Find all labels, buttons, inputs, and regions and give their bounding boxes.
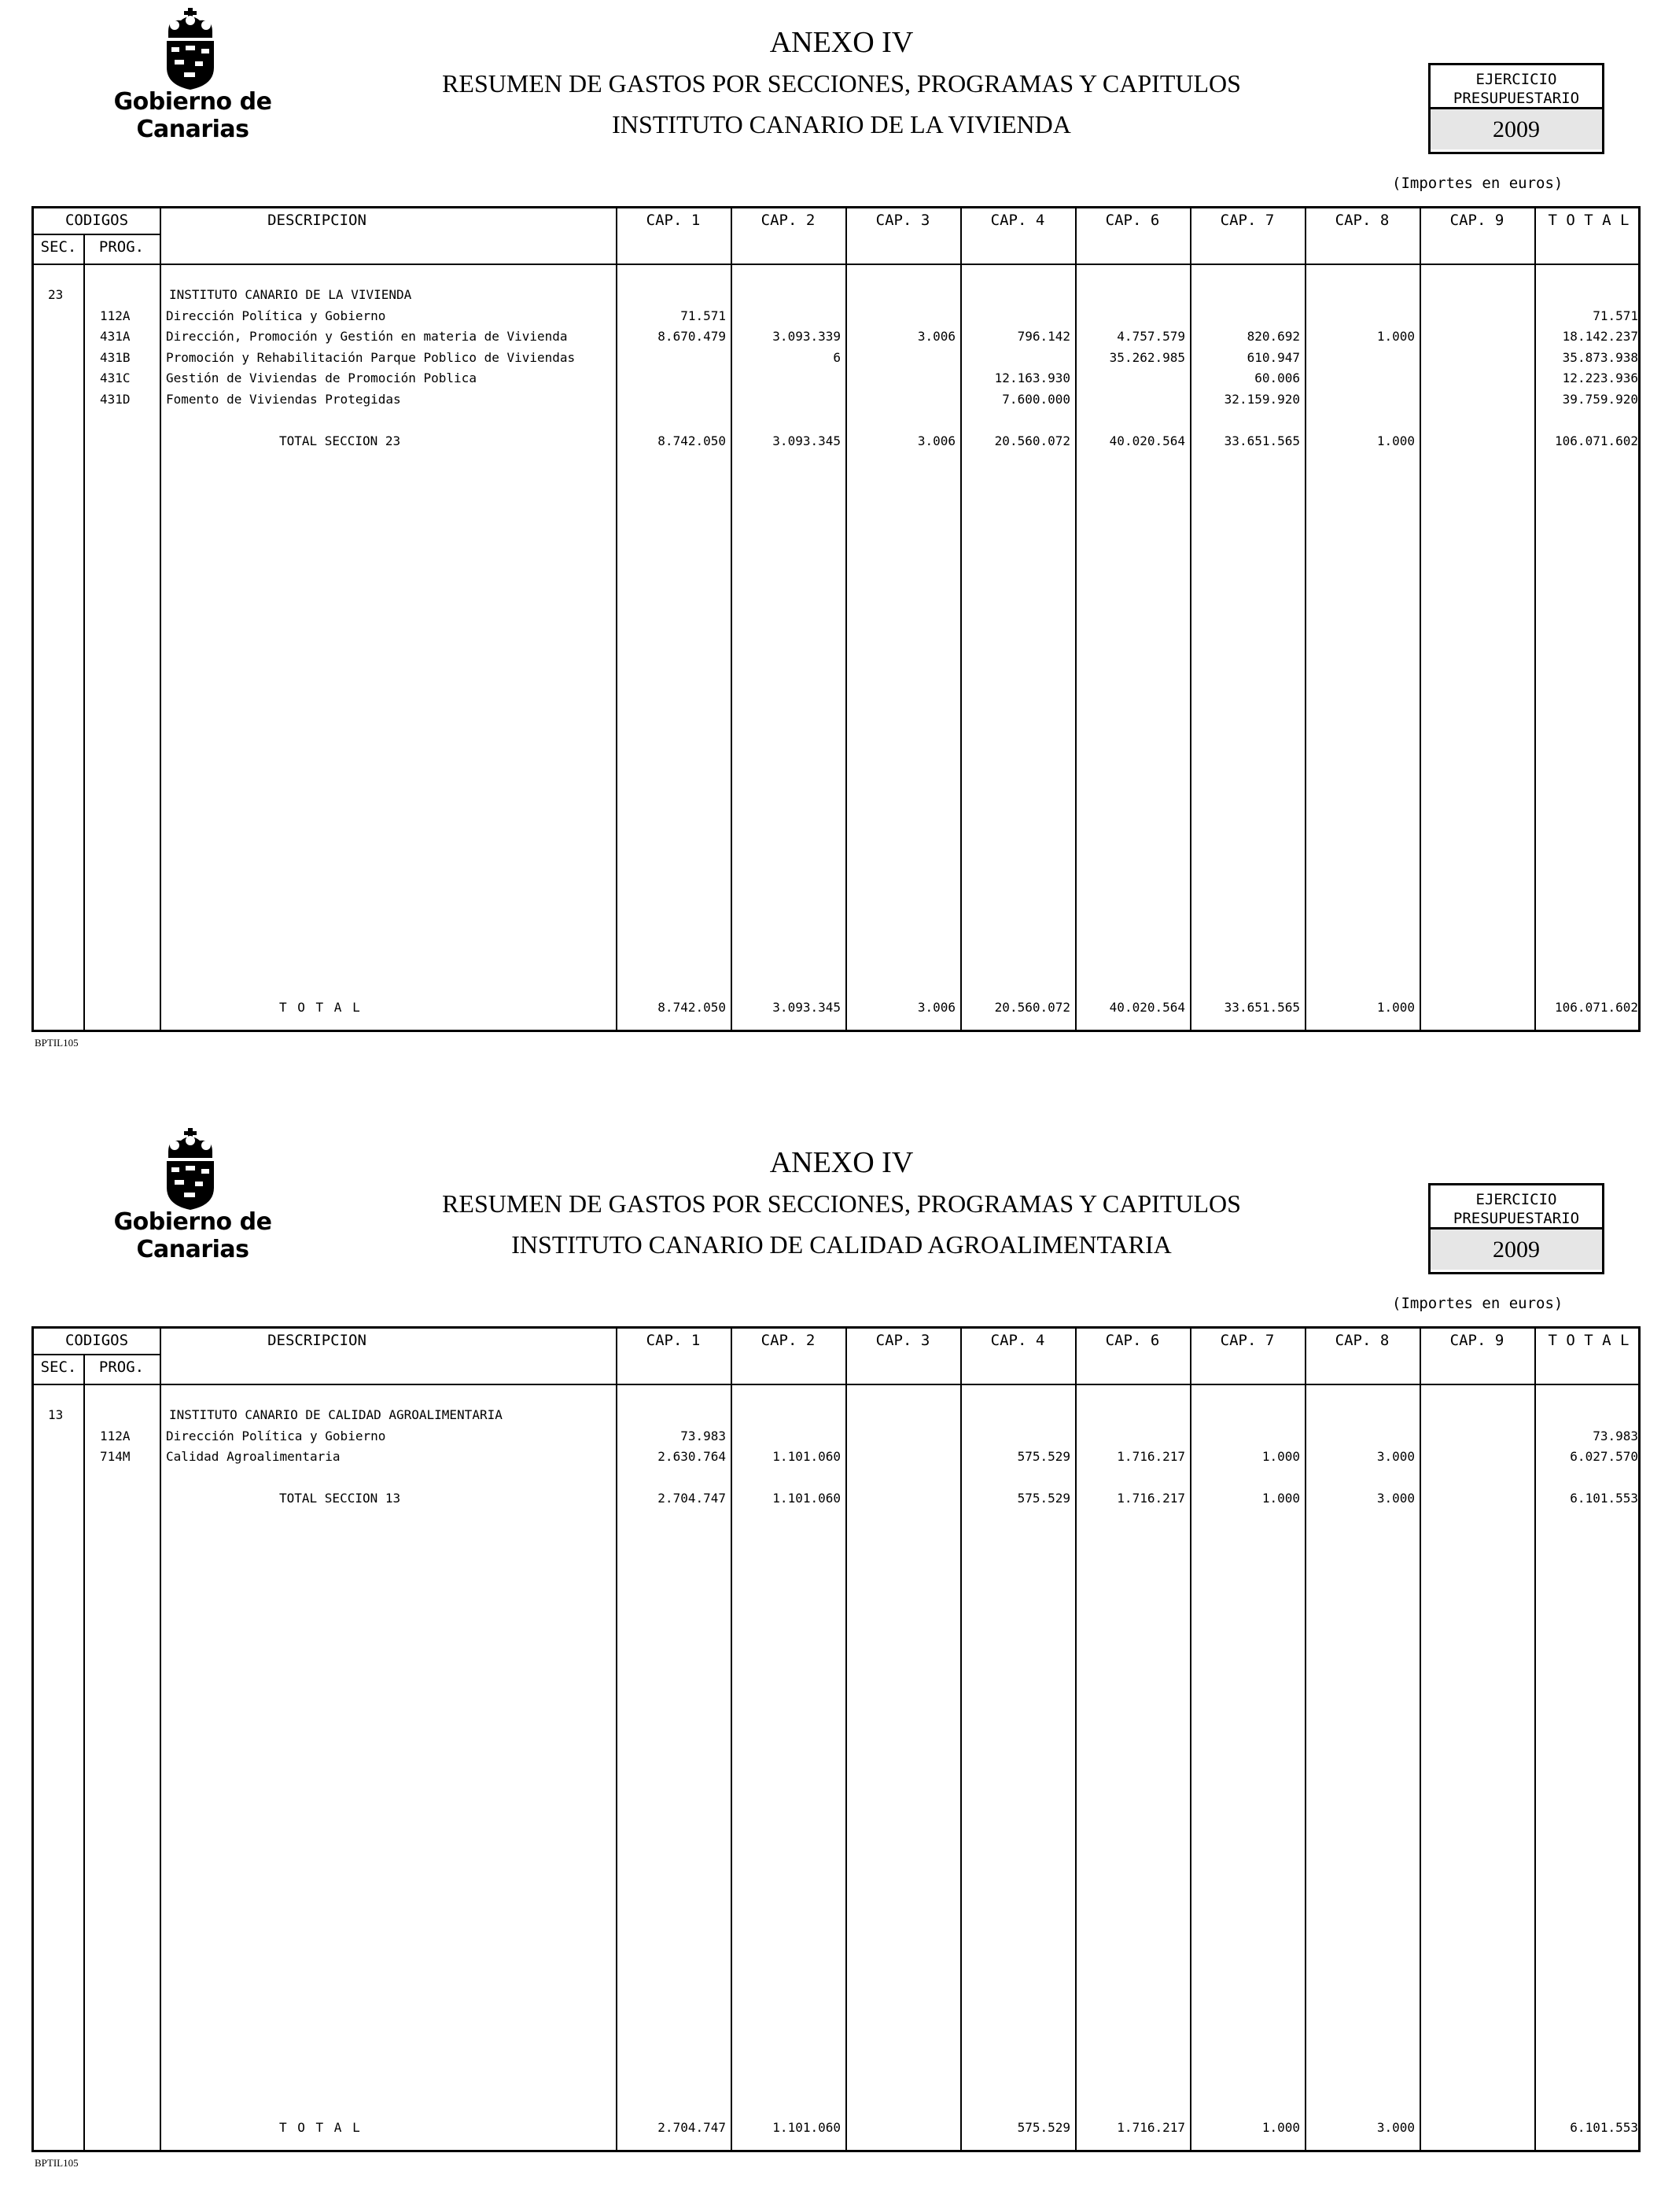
- section-total-cap-1: 8.742.050: [657, 433, 726, 448]
- logo-text: Gobierno de Canarias: [113, 88, 272, 143]
- header-cap-6: CAP. 7: [1220, 1332, 1275, 1349]
- report-titles: [370, 1142, 1313, 1265]
- header-cap-8: CAP. 9: [1449, 1332, 1504, 1349]
- annex-title: ANEXO IV: [769, 26, 914, 59]
- header-cap-8: CAP. 9: [1449, 212, 1504, 229]
- row-714M-cap-6: 1.000: [1261, 1449, 1300, 1464]
- row-431A-cap-1: 8.670.479: [657, 329, 726, 344]
- section-total-cap-6: 1.000: [1261, 1491, 1300, 1506]
- column-divider: [160, 208, 161, 1030]
- coat-of-arms-icon: [157, 8, 223, 90]
- header-prog: PROG.: [98, 1359, 145, 1376]
- program-description: Calidad Agroalimentaria: [166, 1449, 341, 1464]
- entity-name: INSTITUTO CANARIO DE LA VIVIENDA: [612, 110, 1071, 138]
- grand-total-cap-6: 1.000: [1261, 2120, 1300, 2135]
- grand-total-cap-4: 575.529: [1017, 2120, 1070, 2135]
- program-description: Fomento de Viviendas Protegidas: [166, 391, 401, 407]
- report-page: [0, 1120, 1672, 2212]
- grand-total-cap-4: 20.560.072: [994, 1000, 1070, 1015]
- program-description: Dirección Política y Gobierno: [166, 308, 386, 323]
- report-subtitle: RESUMEN DE GASTOS POR SECCIONES, PROGRAMAS Y CAPITULOS: [442, 1189, 1241, 1218]
- header-cap-6: CAP. 7: [1220, 212, 1275, 229]
- header-codigos: CODIGOS: [64, 1332, 129, 1349]
- section-code: 13: [48, 1407, 64, 1422]
- annex-title: ANEXO IV: [769, 1146, 914, 1179]
- section-total-cap-4: 20.560.072: [994, 433, 1070, 448]
- program-code: 112A: [100, 308, 131, 323]
- header-descripcion: DESCRIPCION: [267, 212, 366, 229]
- grand-total-cap-2: 1.101.060: [772, 2120, 841, 2135]
- report-titles: [370, 22, 1313, 145]
- section-total-label: TOTAL SECCION 13: [279, 1491, 401, 1506]
- row-431A-cap-3: 3.006: [917, 329, 956, 344]
- row-431A-cap-2: 3.093.339: [772, 329, 841, 344]
- fiscal-year-value: 2009: [1431, 109, 1602, 149]
- row-112A-cap-1: 73.983: [680, 1428, 726, 1443]
- section-total-cap-7: 3.000: [1376, 1491, 1415, 1506]
- coat-of-arms-icon: [157, 1128, 223, 1210]
- program-description: Dirección, Promoción y Gestión en materia de Vivienda: [166, 329, 568, 344]
- program-description: Gestión de Viviendas de Promoción Poblica: [166, 371, 477, 385]
- header-cap-9: T O T A L: [1548, 1332, 1630, 1349]
- section-total-cap-5: 1.716.217: [1117, 1491, 1185, 1506]
- row-714M-cap-5: 1.716.217: [1117, 1449, 1185, 1464]
- fiscal-year-value: 2009: [1431, 1230, 1602, 1270]
- row-431A-cap-7: 1.000: [1376, 329, 1415, 344]
- program-description: Dirección Política y Gobierno: [166, 1428, 386, 1443]
- section-name: INSTITUTO CANARIO DE LA VIVIENDA: [169, 287, 412, 302]
- grand-total-cap-9: 6.101.553: [1570, 2120, 1638, 2135]
- program-code: 431A: [100, 329, 131, 344]
- header-bottom-divider: [34, 264, 1638, 265]
- row-714M-cap-4: 575.529: [1017, 1449, 1070, 1464]
- row-112A-cap-9: 73.983: [1593, 1428, 1638, 1443]
- section-name: INSTITUTO CANARIO DE CALIDAD AGROALIMENTARIA: [169, 1407, 503, 1422]
- grand-total-cap-7: 3.000: [1376, 2120, 1415, 2135]
- section-total-cap-5: 40.020.564: [1109, 433, 1185, 448]
- fiscal-year-box: [1428, 63, 1604, 154]
- row-431C-cap-6: 60.006: [1254, 371, 1300, 385]
- row-431C-cap-4: 12.163.930: [994, 371, 1070, 385]
- section-total-cap-9: 106.071.602: [1555, 433, 1638, 448]
- grand-total-cap-1: 8.742.050: [657, 1000, 726, 1015]
- row-431C-cap-9: 12.223.936: [1562, 371, 1638, 385]
- entity-name: INSTITUTO CANARIO DE CALIDAD AGROALIMENTARIA: [511, 1230, 1172, 1259]
- header-cap-3: CAP. 3: [875, 212, 930, 229]
- grand-total-cap-6: 33.651.565: [1224, 1000, 1300, 1015]
- header-sec: SEC.: [40, 1359, 77, 1376]
- header-codigos: CODIGOS: [64, 212, 129, 229]
- row-431B-cap-5: 35.262.985: [1109, 349, 1185, 365]
- fiscal-year-box: [1428, 1183, 1604, 1274]
- header-bottom-divider: [34, 1384, 1638, 1385]
- program-description: Promoción y Rehabilitación Parque Poblico de Viviendas: [166, 349, 576, 365]
- header-cap-2: CAP. 2: [761, 212, 816, 229]
- row-431A-cap-4: 796.142: [1017, 329, 1070, 344]
- header-cap-2: CAP. 2: [761, 1332, 816, 1349]
- row-431B-cap-6: 610.947: [1247, 349, 1300, 365]
- fiscal-year-label-line1: EJERCICIO: [1475, 71, 1557, 88]
- expense-table: [31, 206, 1641, 1032]
- row-112A-cap-1: 71.571: [680, 308, 726, 323]
- row-431B-cap-2: 6: [833, 349, 841, 365]
- header-cap-7: CAP. 8: [1335, 1332, 1390, 1349]
- grand-total-label: T O T A L: [279, 2120, 362, 2135]
- grand-total-cap-5: 1.716.217: [1117, 2120, 1185, 2135]
- header-cap-3: CAP. 3: [875, 1332, 930, 1349]
- section-total-cap-2: 3.093.345: [772, 433, 841, 448]
- fiscal-year-label-line1: EJERCICIO: [1475, 1191, 1557, 1208]
- report-code: BPTIL105: [35, 1037, 79, 1049]
- fiscal-year-label: [1431, 65, 1602, 109]
- header-cap-1: CAP. 1: [646, 1332, 701, 1349]
- report-page: [0, 0, 1672, 1092]
- header-divider: [34, 234, 160, 235]
- fiscal-year-label-line2: PRESUPUESTARIO: [1453, 90, 1580, 107]
- section-total-cap-4: 575.529: [1017, 1491, 1070, 1506]
- grand-total-cap-2: 3.093.345: [772, 1000, 841, 1015]
- row-431A-cap-9: 18.142.237: [1562, 329, 1638, 344]
- program-code: 431B: [100, 349, 131, 365]
- grand-total-cap-5: 40.020.564: [1109, 1000, 1185, 1015]
- fiscal-year-label-line2: PRESUPUESTARIO: [1453, 1210, 1580, 1227]
- logo-text: Gobierno de Canarias: [113, 1208, 272, 1263]
- expense-table: [31, 1326, 1641, 2152]
- grand-total-label: T O T A L: [279, 1000, 362, 1015]
- grand-total-cap-9: 106.071.602: [1555, 1000, 1638, 1015]
- header-cap-4: CAP. 4: [990, 1332, 1045, 1349]
- section-total-label: TOTAL SECCION 23: [279, 433, 401, 448]
- row-431D-cap-9: 39.759.920: [1562, 391, 1638, 407]
- program-code: 714M: [100, 1449, 131, 1464]
- column-divider: [160, 1329, 161, 2150]
- program-code: 112A: [100, 1428, 131, 1443]
- row-714M-cap-1: 2.630.764: [657, 1449, 726, 1464]
- program-code: 431D: [100, 391, 131, 407]
- section-code: 23: [48, 287, 64, 302]
- section-total-cap-2: 1.101.060: [772, 1491, 841, 1506]
- column-divider: [1420, 208, 1421, 1030]
- row-431D-cap-4: 7.600.000: [1002, 391, 1070, 407]
- currency-note: (Importes en euros): [1392, 175, 1563, 192]
- header-cap-1: CAP. 1: [646, 212, 701, 229]
- grand-total-cap-3: 3.006: [917, 1000, 956, 1015]
- grand-total-cap-7: 1.000: [1376, 1000, 1415, 1015]
- grand-total-cap-1: 2.704.747: [657, 2120, 726, 2135]
- gobierno-canarias-logo: [71, 8, 315, 143]
- header-cap-7: CAP. 8: [1335, 212, 1390, 229]
- currency-note: (Importes en euros): [1392, 1295, 1563, 1312]
- header-divider: [34, 1354, 160, 1355]
- row-431A-cap-5: 4.757.579: [1117, 329, 1185, 344]
- header-cap-4: CAP. 4: [990, 212, 1045, 229]
- fiscal-year-label: [1431, 1185, 1602, 1230]
- row-112A-cap-9: 71.571: [1593, 308, 1638, 323]
- header-cap-5: CAP. 6: [1105, 212, 1160, 229]
- row-714M-cap-7: 3.000: [1376, 1449, 1415, 1464]
- report-subtitle: RESUMEN DE GASTOS POR SECCIONES, PROGRAMAS Y CAPITULOS: [442, 69, 1241, 98]
- header-descripcion: DESCRIPCION: [267, 1332, 366, 1349]
- header-prog: PROG.: [98, 238, 145, 256]
- section-total-cap-9: 6.101.553: [1570, 1491, 1638, 1506]
- column-divider: [83, 235, 85, 1030]
- row-431A-cap-6: 820.692: [1247, 329, 1300, 344]
- header-cap-9: T O T A L: [1548, 212, 1630, 229]
- report-code: BPTIL105: [35, 2157, 79, 2169]
- column-divider: [1420, 1329, 1421, 2150]
- column-divider: [845, 1329, 847, 2150]
- gobierno-canarias-logo: [71, 1128, 315, 1263]
- column-divider: [83, 1355, 85, 2150]
- section-total-cap-6: 33.651.565: [1224, 433, 1300, 448]
- row-431D-cap-6: 32.159.920: [1224, 391, 1300, 407]
- program-code: 431C: [100, 371, 131, 385]
- row-431B-cap-9: 35.873.938: [1562, 349, 1638, 365]
- section-total-cap-1: 2.704.747: [657, 1491, 726, 1506]
- header-cap-5: CAP. 6: [1105, 1332, 1160, 1349]
- row-714M-cap-2: 1.101.060: [772, 1449, 841, 1464]
- section-total-cap-7: 1.000: [1376, 433, 1415, 448]
- header-sec: SEC.: [40, 238, 77, 256]
- row-714M-cap-9: 6.027.570: [1570, 1449, 1638, 1464]
- section-total-cap-3: 3.006: [917, 433, 956, 448]
